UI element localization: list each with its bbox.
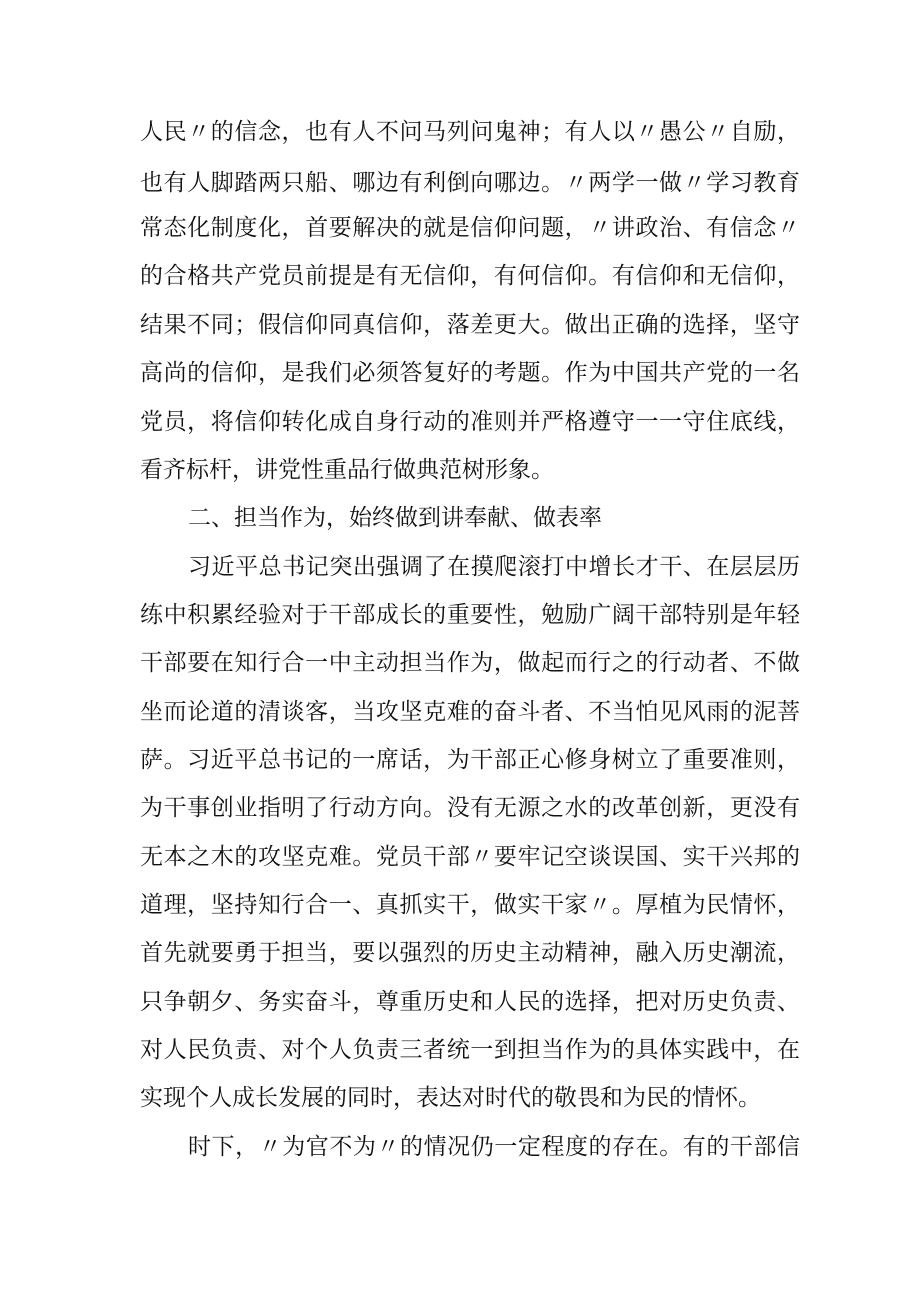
paragraph-line: 为干事创业指明了行动方向。没有无源之水的改革创新，更没有 [140, 795, 800, 821]
paragraph-line: 党员，将信仰转化成自身行动的准则并严格遵守一一守住底线， [140, 409, 800, 435]
paragraph-line: 习近平总书记突出强调了在摸爬滚打中增长才干、在层层历 [188, 554, 800, 580]
paragraph-line: 练中积累经验对于干部成长的重要性，勉励广阔干部特别是年轻 [140, 602, 800, 628]
paragraph-line: 首先就要勇于担当，要以强烈的历史主动精神，融入历史潮流， [140, 940, 800, 966]
paragraph-line: 道理，坚持知行合一、真抓实干，做实干家〃。厚植为民情怀， [140, 892, 800, 918]
paragraph-line: 实现个人成长发展的同时，表达对时代的敬畏和为民的情怀。 [140, 1085, 761, 1111]
paragraph-line: 人民〃的信念，也有人不问马列问鬼神；有人以〃愚公〃自励， [140, 119, 800, 145]
paragraph-line: 干部要在知行合一中主动担当作为，做起而行之的行动者、不做 [140, 650, 800, 676]
paragraph-line: 也有人脚踏两只船、哪边有利倒向哪边。〃两学一做〃学习教育 [140, 170, 800, 196]
paragraph-line: 只争朝夕、务实奋斗，尊重历史和人民的选择，把对历史负责、 [140, 989, 800, 1015]
section-heading: 二、担当作为，始终做到讲奉献、做表率 [188, 505, 602, 531]
paragraph-line: 无本之木的攻坚克难。党员干部〃要牢记空谈误国、实干兴邦的 [140, 844, 800, 870]
paragraph-line: 高尚的信仰，是我们必须答复好的考题。作为中国共产党的一名 [140, 360, 800, 386]
paragraph-line: 坐而论道的清谈客，当攻坚克难的奋斗者、不当怕见风雨的泥菩 [140, 699, 800, 725]
paragraph-line: 萨。习近平总书记的一席话，为干部正心修身树立了重要准则， [140, 747, 800, 773]
paragraph-line: 对人民负责、对个人负责三者统一到担当作为的具体实践中，在 [140, 1037, 800, 1063]
paragraph-line: 看齐标杆，讲党性重品行做典范树形象。 [140, 457, 554, 483]
paragraph-line: 常态化制度化，首要解决的就是信仰问题，〃讲政治、有信念〃 [140, 215, 800, 241]
paragraph-line: 的合格共产党员前提是有无信仰，有何信仰。有信仰和无信仰， [140, 263, 800, 289]
paragraph-line: 时下，〃为官不为〃的情况仍一定程度的存在。有的干部信 [188, 1134, 800, 1160]
paragraph-line: 结果不同；假信仰同真信仰，落差更大。做出正确的选择，坚守 [140, 312, 800, 338]
